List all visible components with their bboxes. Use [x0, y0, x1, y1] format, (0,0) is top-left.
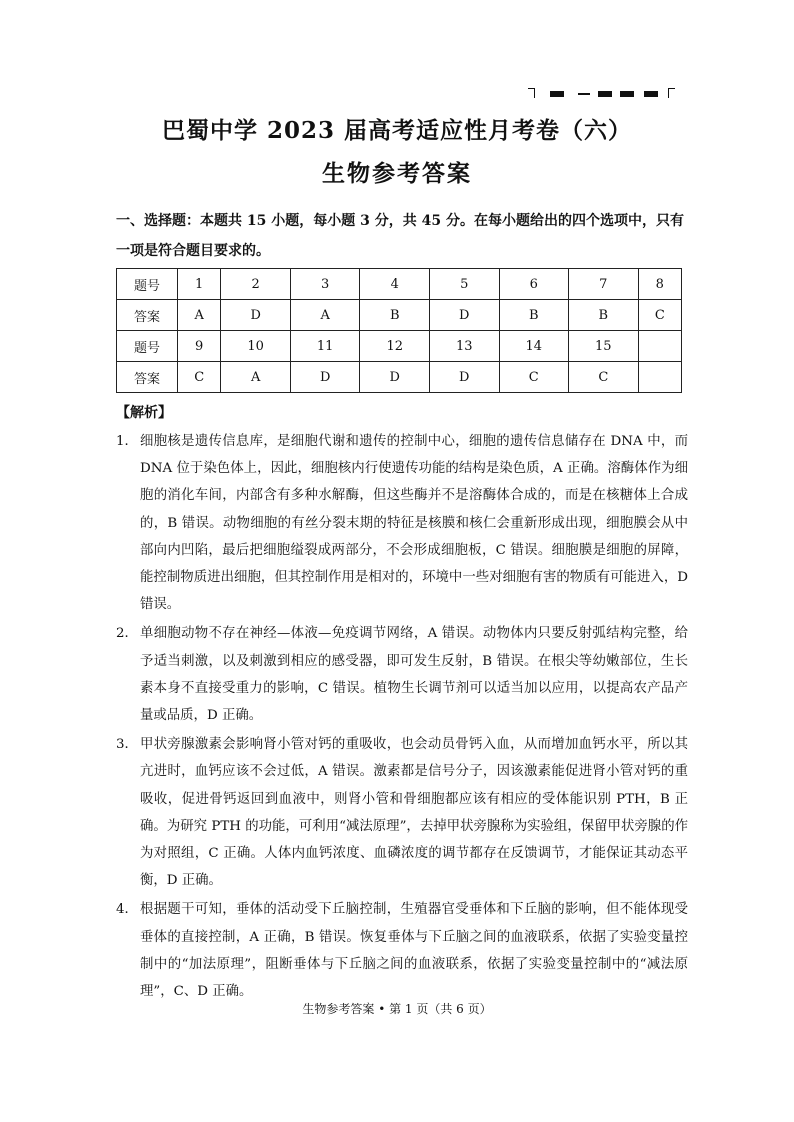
item-text: 细胞核是遗传信息库，是细胞代谢和遗传的控制中心，细胞的遗传信息储存在 DNA 中，而 DNA 位于染色体上，因此，细胞核内行使遗传功能的结构是染色质，A 正确。溶酶体作为细胞的消化车间，内部含有多种水解酶，但这些酶并不是溶酶体合成的，而是在核糖体上合成的，B 错误。动物细胞的有丝分裂末期的特征是核膜和核仁会重新形成出现，细胞膜会从中部向内凹陷，最后把细胞缢裂成两部分，不会形成细胞板，C 错误。细胞膜是细胞的屏障，能控制物质进出细胞，但其控制作用是相对的，环境中一些对细胞有害的物质有可能进入，D 错误。	[140, 434, 688, 613]
answer-cell: C	[569, 362, 639, 393]
question-row	[117, 269, 682, 300]
question-cell: 12	[360, 331, 430, 362]
question-label: 题号	[117, 331, 178, 362]
analysis-item	[116, 620, 688, 729]
item-number: 3．	[116, 737, 138, 753]
item-number: 2．	[116, 626, 138, 642]
question-row	[117, 331, 682, 362]
question-cell: 7	[569, 269, 639, 300]
answer-label: 答案	[117, 362, 178, 393]
item-text: 根据题干可知，垂体的活动受下丘脑控制，生殖器官受垂体和下丘脑的影响，但不能体现受垂体的直接控制，A 正确，B 错误。恢复垂体与下丘脑之间的血液联系，依据了实验变量控制中的“加法原理”，阻断垂体与下丘脑之间的血液联系，依据了实验变量控制中的“减法原理”，C、D 正确。	[140, 902, 688, 1000]
page-footer: 生物参考答案 • 第 1 页（共 6 页）	[302, 1002, 492, 1016]
answer-cell: D	[429, 362, 499, 393]
answer-cell: D	[221, 300, 291, 331]
answer-cell: B	[569, 300, 639, 331]
question-cell: 3	[290, 269, 360, 300]
answer-table	[116, 268, 682, 393]
question-cell: 14	[499, 331, 569, 362]
question-cell: 5	[429, 269, 499, 300]
page-subtitle: 生物参考答案	[322, 160, 472, 187]
question-cell: 2	[221, 269, 291, 300]
question-cell: 4	[360, 269, 430, 300]
section-instructions: 一、选择题：本题共 15 小题，每小题 3 分，共 45 分。在每小题给出的四个选项中，只有一项是符合题目要求的。	[116, 213, 684, 259]
item-number: 1．	[116, 434, 138, 449]
answer-cell: A	[178, 300, 221, 331]
question-cell: 9	[178, 331, 221, 362]
analysis-item	[116, 896, 688, 1005]
question-cell: 15	[569, 331, 639, 362]
answer-cell: C	[638, 300, 681, 331]
question-label: 题号	[117, 269, 178, 300]
answer-cell: A	[290, 300, 360, 331]
analysis-item	[116, 731, 688, 894]
page-title: 巴蜀中学 2023 届高考适应性月考卷（六）	[161, 117, 633, 144]
analysis-heading: 【解析】	[116, 405, 172, 421]
question-cell: 13	[429, 331, 499, 362]
question-cell: 10	[221, 331, 291, 362]
question-cell: 11	[290, 331, 360, 362]
answer-cell: D	[360, 362, 430, 393]
answer-cell: C	[178, 362, 221, 393]
question-cell: 6	[499, 269, 569, 300]
answer-cell: B	[360, 300, 430, 331]
analysis-item	[116, 428, 688, 618]
answer-cell: A	[221, 362, 291, 393]
item-text: 甲状旁腺激素会影响肾小管对钙的重吸收，也会动员骨钙入血，从而增加血钙水平，所以其亢进时，血钙应该不会过低，A 错误。激素都是信号分子，因该激素能促进肾小管对钙的重吸收，促进骨钙返回到血液中，则肾小管和骨细胞都应该有相应的受体能识别 PTH，B 正确。为研究 PTH 的功能，可利用“减法原理”，去掉甲状旁腺称为实验组，保留甲状旁腺的作为对照组，C 正确。人体内血钙浓度、血磷浓度的调节都存在反馈调节，才能保证其动态平衡，D 正确。	[140, 737, 688, 889]
corner-marks	[528, 88, 680, 102]
answer-row	[117, 362, 682, 393]
answer-cell: C	[499, 362, 569, 393]
answer-label: 答案	[117, 300, 178, 331]
question-cell: 8	[638, 269, 681, 300]
question-cell	[638, 331, 681, 362]
item-text: 单细胞动物不存在神经—体液—免疫调节网络，A 错误。动物体内只要反射弧结构完整，给予适当刺激，以及刺激到相应的感受器，即可发生反射，B 错误。在根尖等幼嫩部位，生长素本身不直接受重力的影响，C 错误。植物生长调节剂可以适当加以应用，以提高农产品产量或品质，D 正确。	[140, 626, 688, 724]
item-number: 4．	[116, 902, 138, 918]
answer-cell: D	[290, 362, 360, 393]
answer-cell: B	[499, 300, 569, 331]
answer-cell: D	[429, 300, 499, 331]
analysis-list	[116, 428, 688, 1007]
answer-cell	[638, 362, 681, 393]
answer-row	[117, 300, 682, 331]
question-cell: 1	[178, 269, 221, 300]
